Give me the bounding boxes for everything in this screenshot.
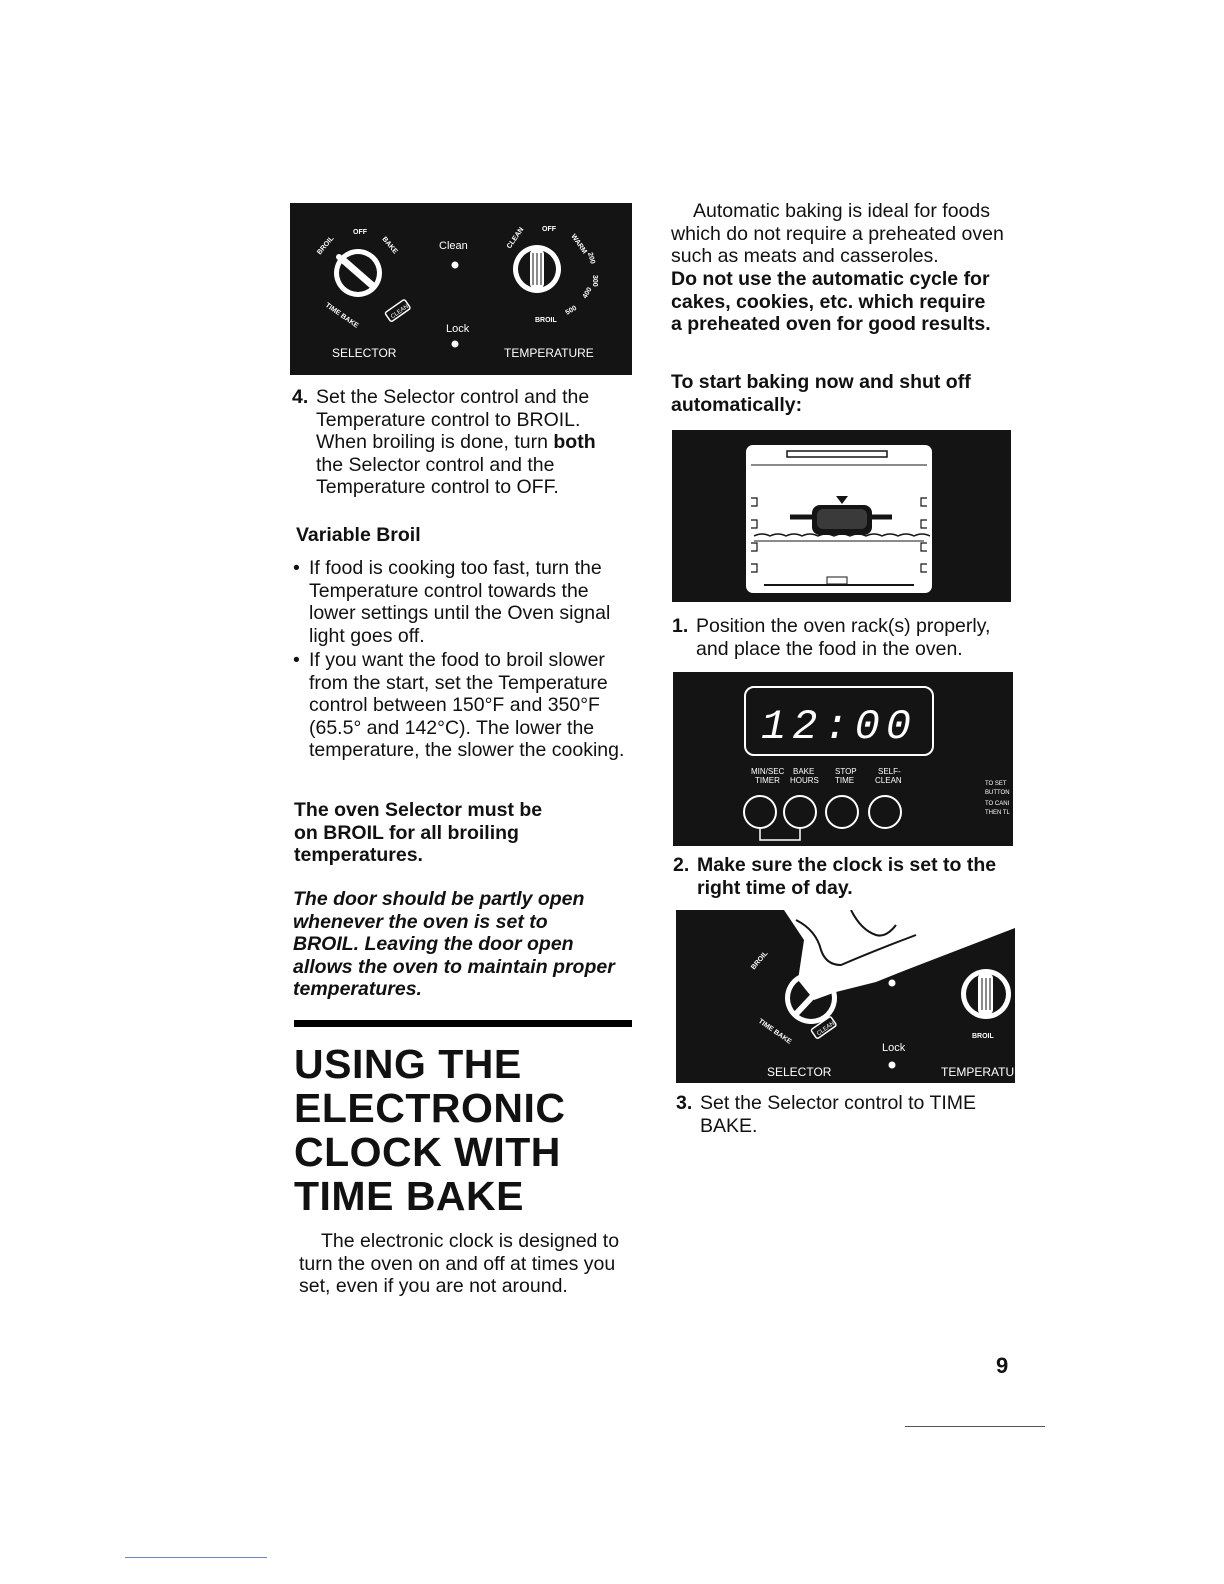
electronic-clock-panel	[673, 672, 1013, 846]
svg-text:CLEAN: CLEAN	[390, 303, 410, 321]
temp-broil-mark: BROIL	[972, 1033, 994, 1040]
temp-mark-400: 400	[581, 286, 594, 300]
selector-mark-time-bake: TIME BAKE	[323, 301, 360, 330]
start-baking-heading: To start baking now and shut off automatically:	[671, 371, 971, 416]
lock-light-icon	[452, 341, 459, 348]
temp-mark-200: 200	[586, 251, 596, 265]
temperature-dial-icon	[513, 245, 561, 293]
lock-light-icon	[889, 1062, 896, 1069]
button-label-self: SELF-	[878, 767, 901, 776]
bottom-left-rule	[125, 1557, 267, 1558]
self-clean-button[interactable]	[869, 796, 901, 828]
button-bracket-icon	[760, 828, 800, 840]
bake-hours-button[interactable]	[784, 796, 816, 828]
step-3-number: 3.	[676, 1092, 693, 1114]
step-2	[673, 854, 1003, 899]
selector-label: SELECTOR	[767, 1065, 832, 1079]
selector-dial-icon	[334, 249, 382, 297]
section-divider	[294, 1020, 632, 1027]
temperature-dial-icon	[961, 969, 1011, 1019]
clean-light-icon	[452, 262, 459, 269]
list-item: • If food is cooking too fast, turn the Temperature control towards the lower settings until the Oven signal light goes off.	[293, 557, 611, 647]
selector-mark-broil: BROIL	[316, 235, 336, 257]
selector-mark-off: OFF	[353, 229, 367, 236]
temp-mark-warm: WARM	[569, 233, 588, 256]
broil-mark: BROIL	[750, 950, 770, 972]
button-label-stop: STOP	[835, 767, 857, 776]
button-label-min-sec: MIN/SEC	[751, 767, 785, 776]
side-note-1: TO SET	[985, 781, 1007, 787]
step-3	[676, 1092, 1006, 1137]
step-2-number: 2.	[673, 854, 690, 876]
button-label-clean: CLEAN	[875, 776, 902, 785]
auto-baking-intro: Automatic baking is ideal for foods which do not require a preheated oven such as meats and casseroles.	[671, 200, 1004, 267]
variable-broil-heading: Variable Broil	[296, 524, 421, 546]
selector-label: SELECTOR	[332, 346, 397, 360]
step-1-number: 1.	[672, 615, 689, 637]
temp-mark-500: 500	[564, 304, 579, 317]
bottom-right-rule	[905, 1426, 1045, 1427]
lock-light-label: Lock	[446, 323, 470, 335]
list-item: • If you want the food to broil slower from the start, set the Temperature control between 150°F and 350°F (65.5° and 142°C). The lower the temperature, the slower the cooking.	[293, 649, 625, 761]
step-3-text: Set the Selector control to TIME BAKE.	[700, 1092, 977, 1137]
door-open-note: The door should be partly open whenever the oven is set to BROIL. Leaving the door open allows the oven to maintain proper temperatures.	[293, 888, 615, 1000]
step-2-text: Make sure the clock is set to the right time of day.	[697, 854, 997, 899]
button-label-bake: BAKE	[793, 767, 815, 776]
temp-mark-clean: CLEAN	[505, 226, 526, 251]
clean-light-icon	[889, 980, 896, 987]
button-label-timer: TIMER	[755, 776, 780, 785]
min-sec-timer-button[interactable]	[744, 796, 776, 828]
temperature-label: TEMPERATU	[941, 1065, 1015, 1079]
selector-broil-note: The oven Selector must be on BROIL for all broiling temperatures.	[294, 799, 543, 866]
step-1	[672, 615, 1012, 660]
electronic-clock-intro: The electronic clock is designed to turn the oven on and off at times you set, even if you are not around.	[299, 1230, 620, 1297]
auto-cycle-warning: Do not use the automatic cycle for cakes, cookies, etc. which require a preheated oven for good results.	[671, 268, 991, 335]
clean-badge-icon	[385, 299, 411, 322]
step-4-text: Set the Selector control and the Temperature control to BROIL. When broiling is done, turn both the Selector control and the Temperature control to OFF.	[316, 386, 596, 498]
side-note-3: TO CANI	[985, 801, 1010, 807]
temp-mark-broil: BROIL	[535, 317, 557, 324]
page-number: 9	[996, 1353, 1009, 1378]
step-4-number: 4.	[292, 386, 309, 408]
step-4	[292, 386, 622, 499]
time-bake-mark: TIME BAKE	[756, 1017, 793, 1046]
svg-text:CLEAN: CLEAN	[816, 1020, 836, 1038]
clean-light-label: Clean	[439, 240, 468, 252]
hand-selector-panel	[676, 910, 1015, 1083]
temperature-label: TEMPERATURE	[504, 346, 594, 360]
temp-mark-off: OFF	[542, 226, 556, 233]
side-note-2: BUTTON	[985, 790, 1010, 796]
side-note-4: THEN TL	[985, 810, 1010, 816]
selector-temperature-panel	[290, 203, 632, 375]
oven-rack-panel	[672, 430, 1011, 602]
button-label-hours: HOURS	[790, 776, 819, 785]
step-1-text: Position the oven rack(s) properly, and place the food in the oven.	[696, 615, 991, 660]
oven-cavity-icon	[746, 445, 932, 593]
selector-mark-bake: BAKE	[380, 235, 399, 256]
temp-mark-300: 300	[591, 275, 598, 287]
variable-broil-list	[293, 557, 625, 764]
section-heading: USING THE ELECTRONIC CLOCK WITH TIME BAKE	[294, 1041, 566, 1219]
stop-time-button[interactable]	[826, 796, 858, 828]
lock-light-label: Lock	[882, 1042, 906, 1054]
clock-display: 12:00	[760, 703, 918, 751]
button-label-time: TIME	[835, 776, 855, 785]
